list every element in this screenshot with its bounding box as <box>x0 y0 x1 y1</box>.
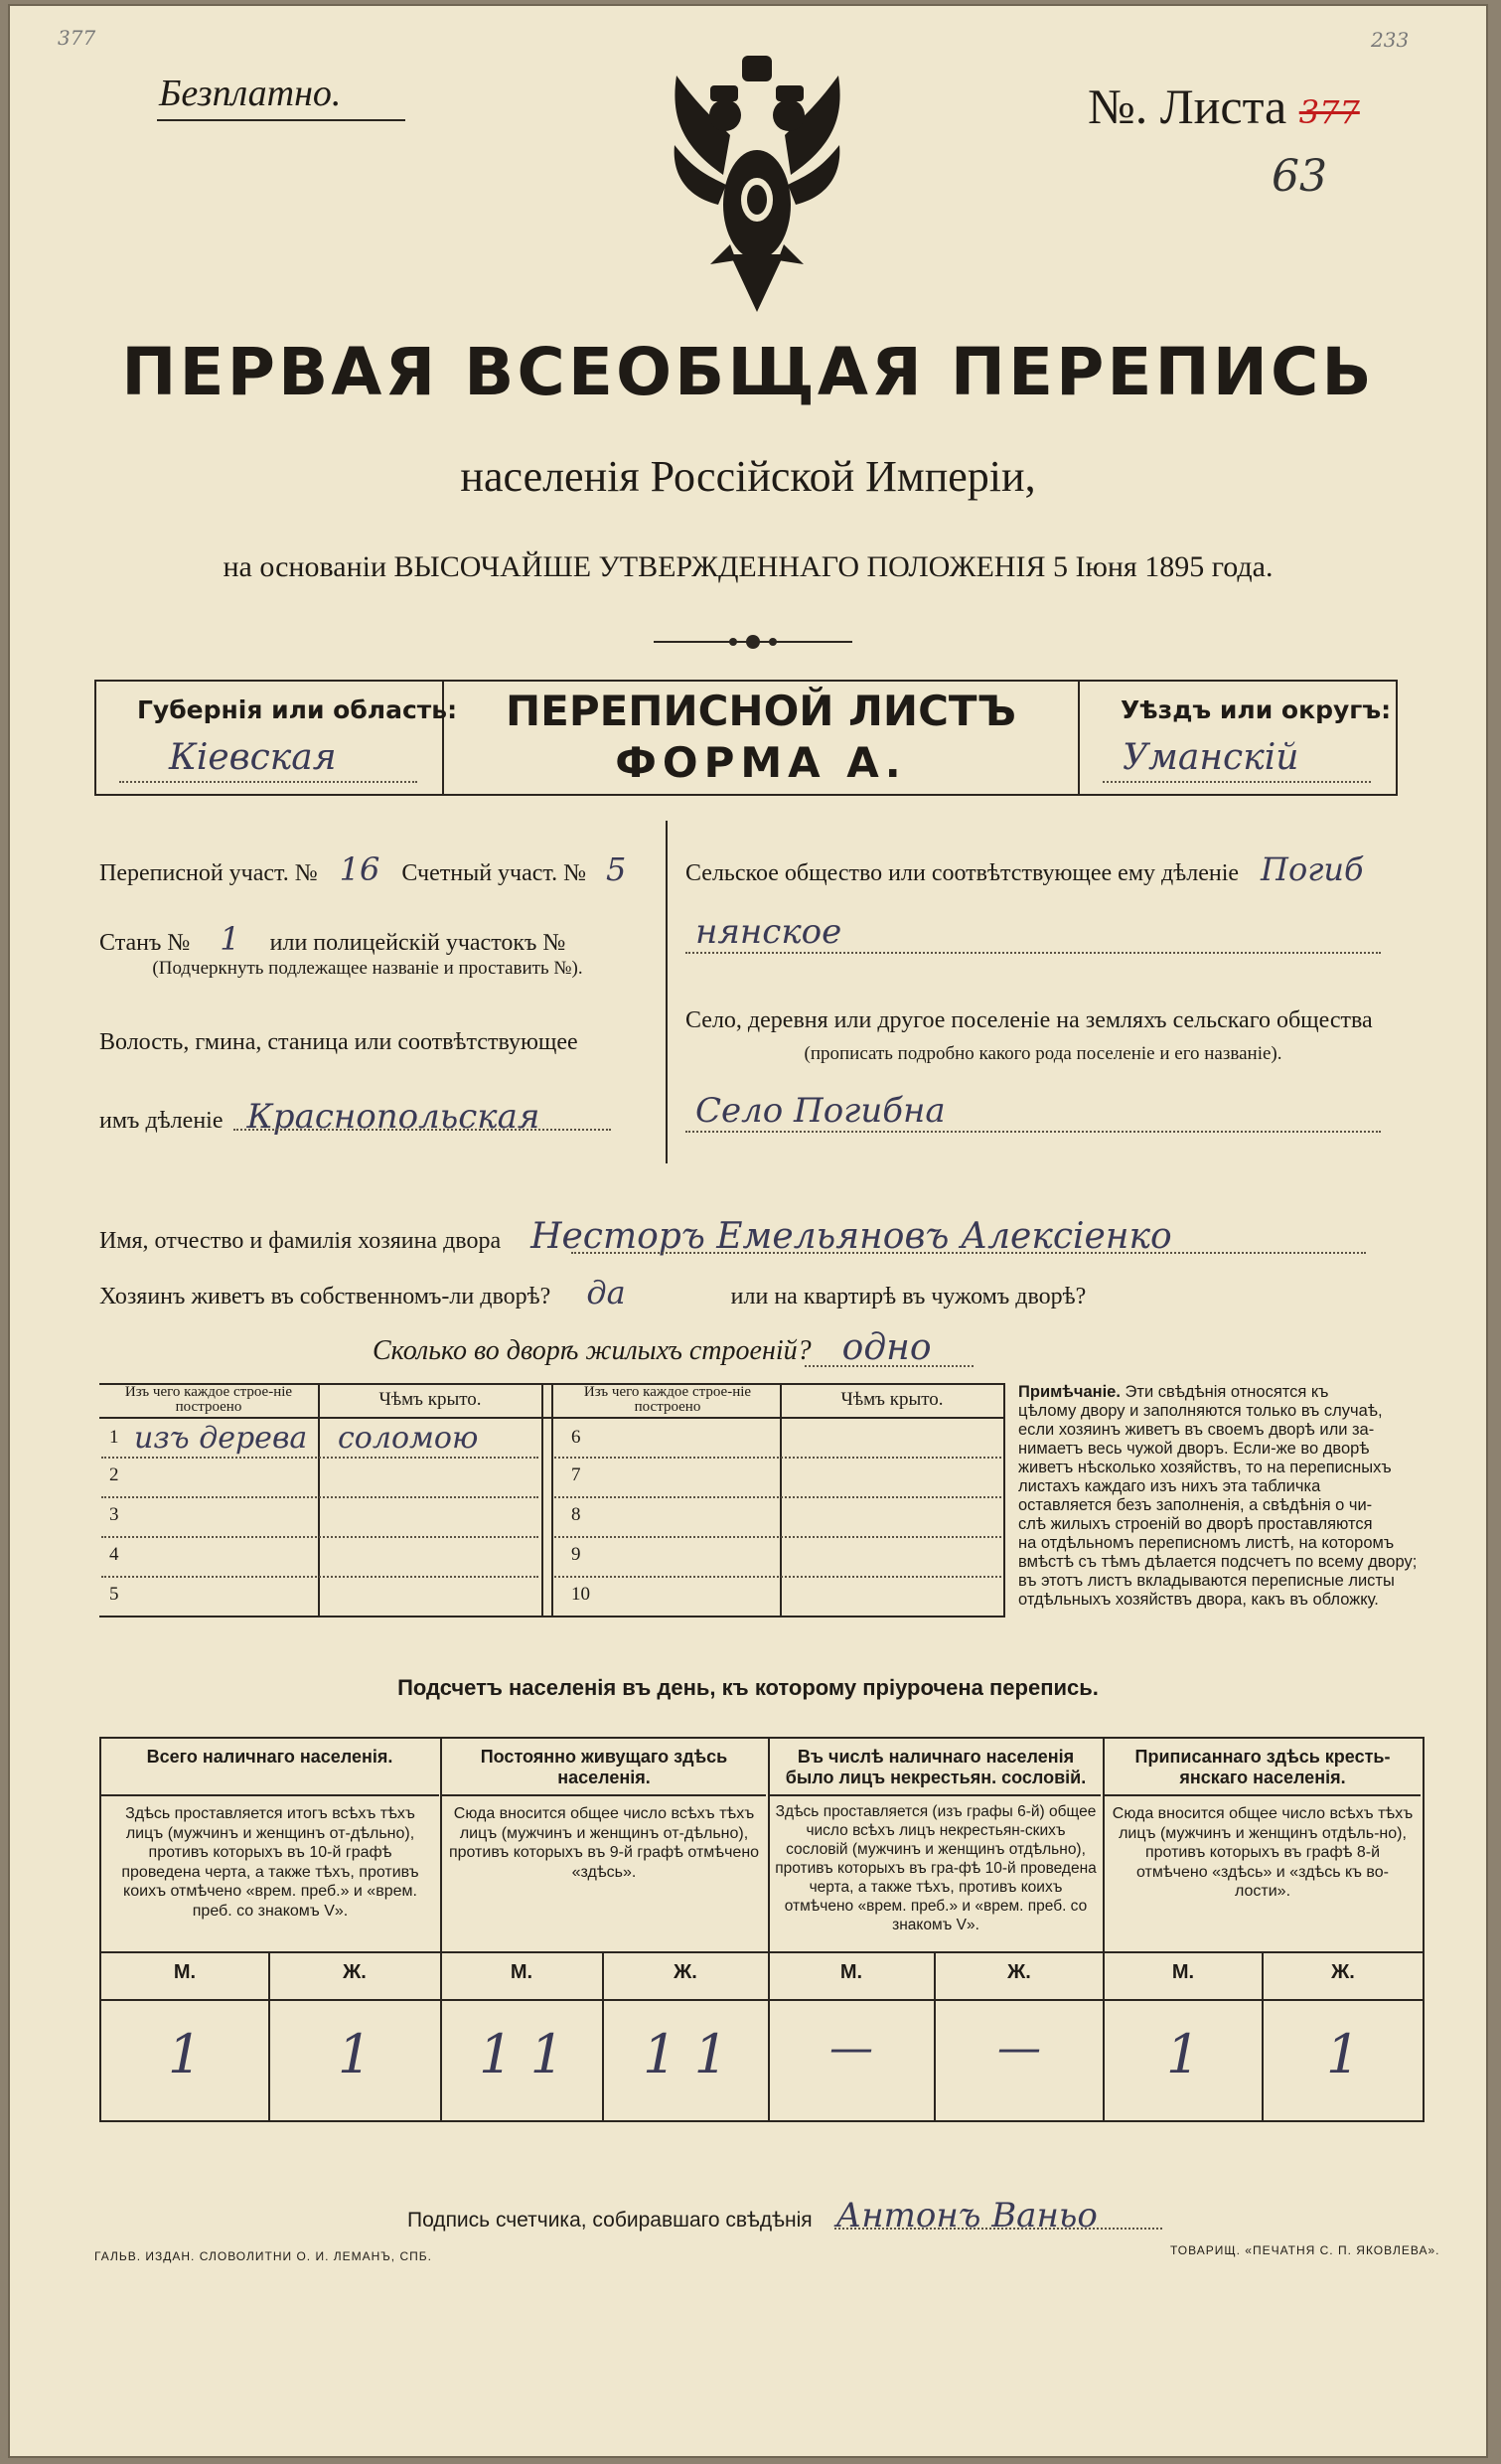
census-area-value: 16 <box>339 850 380 888</box>
sheet-number-label: №. Листа <box>1088 78 1287 134</box>
village-note <box>685 1043 1401 1065</box>
form-title-line2: ФОРМА А. <box>615 738 907 787</box>
basis-line <box>10 550 1486 584</box>
census-area <box>99 850 626 888</box>
main-title-text: ПЕРВАЯ ВСЕОБЩАЯ ПЕРЕПИСЬ <box>121 334 1375 410</box>
table-row <box>571 1504 581 1526</box>
table-row <box>109 1504 119 1526</box>
row-number: 10 <box>571 1584 590 1605</box>
district-label-text: Уѣздъ или округъ: <box>1121 695 1392 724</box>
owner-lives-field <box>99 1274 1086 1311</box>
printer-left-text: ГАЛЬВ. ИЗДАН. СЛОВОЛИТНИ О. И. ЛЕМАНЪ, СПБ. <box>94 2249 432 2263</box>
zh-label <box>604 1961 767 1984</box>
pop-col-desc <box>107 1804 433 1921</box>
zh-label-text: Ж. <box>674 1961 697 1983</box>
signature-field <box>407 2196 1098 2235</box>
m-label <box>442 1961 601 1984</box>
pop-col-desc-text: Сюда вносится общее число всѣхъ тѣхъ лицъ (мужчинъ и женщинъ от-дѣльно), противъ которыхъ въ 9-й графѣ отмѣчено «здѣсь». <box>448 1805 760 1881</box>
free-label-text: Безплатно. <box>159 73 342 114</box>
row-number: 1 <box>109 1427 119 1448</box>
col-roof-header-left <box>320 1389 540 1411</box>
owner-lives-label: Хозяинъ живетъ въ собственномъ-ли дворѣ? <box>99 1284 551 1309</box>
form-title <box>444 686 1078 789</box>
pop-col-title <box>445 1747 763 1788</box>
division-value: Краснопольская <box>246 1097 540 1137</box>
corner-left-note-text: 377 <box>58 26 96 50</box>
corner-right-note <box>1371 28 1409 52</box>
note-line: Эти свѣдѣнія относятся къ <box>1125 1383 1329 1401</box>
free-label <box>159 72 341 115</box>
table-row <box>109 1464 119 1486</box>
sheet-number-value <box>1272 151 1327 202</box>
pop-col-title <box>1108 1747 1418 1788</box>
buildings-count-label: Сколько во дворѣ жилыхъ строеній? <box>373 1335 812 1366</box>
pop-col-desc <box>775 1802 1097 1934</box>
police-label: или полицейскій участокъ № <box>269 930 566 956</box>
census-sheet <box>10 6 1486 2456</box>
society-value-2-text: нянское <box>695 912 842 952</box>
volost-label-text: Волость, гмина, станица или соотвѣтствующее <box>99 1029 578 1055</box>
pop-value <box>770 2023 933 2074</box>
owner-lives-or-label: или на квартирѣ въ чужомъ дворѣ? <box>730 1284 1087 1309</box>
col-roof-header-right-text: Чѣмъ крыто. <box>840 1389 944 1410</box>
pop-value-text: 1 <box>1325 2023 1361 2085</box>
pop-value-text: — <box>829 2023 873 2074</box>
village-value-text: Село Погибна <box>695 1091 946 1131</box>
buildings-count-value: одно <box>841 1327 932 1368</box>
col-material-header-right <box>558 1385 777 1415</box>
row-number: 6 <box>571 1427 581 1448</box>
printer-right <box>1170 2243 1440 2257</box>
row-number: 8 <box>571 1504 581 1525</box>
signature-label: Подпись счетчика, собиравшаго свѣдѣнія <box>407 2209 813 2232</box>
division-field <box>99 1097 539 1137</box>
subtitle <box>10 451 1486 502</box>
district-label <box>1121 695 1391 724</box>
note-line: въ этотъ листъ вкладываются переписные листы <box>1018 1572 1395 1590</box>
form-title-line1: ПЕРЕПИСНОЙ ЛИСТЪ <box>505 687 1017 735</box>
note-line: слѣ жилыхъ строеній во дворѣ проставляются <box>1018 1515 1373 1533</box>
subtitle-text: населенія Россійской Имперіи, <box>460 452 1036 501</box>
census-area-label: Переписной участ. № <box>99 860 318 886</box>
corner-right-note-text: 233 <box>1371 28 1410 52</box>
province-value-text: Кіевская <box>169 737 337 778</box>
col-roof-header-left-text: Чѣмъ крыто. <box>378 1389 482 1410</box>
pop-col-title-text: Въ числѣ наличнаго населенія было лицъ некрестьян. сословій. <box>785 1747 1087 1787</box>
sheet-number-value-text: 63 <box>1272 151 1327 202</box>
village-value <box>695 1091 946 1131</box>
count-area-label: Счетный участ. № <box>401 860 587 886</box>
zh-label <box>1264 1961 1423 1984</box>
police-note <box>89 958 646 980</box>
zh-label-text: Ж. <box>1331 1961 1355 1983</box>
zh-label <box>936 1961 1103 1984</box>
stan-label: Станъ № <box>99 930 191 956</box>
note-line: оставляется безъ заполненія, а свѣдѣнія о чи- <box>1018 1496 1373 1514</box>
owner-name-field <box>99 1216 1172 1257</box>
table-row <box>571 1544 581 1566</box>
row-number: 4 <box>109 1544 119 1565</box>
m-label <box>101 1961 268 1984</box>
village-label-text: Село, деревня или другое поселеніе на земляхъ сельскаго общества <box>685 1007 1373 1033</box>
pop-col-desc-text: Здѣсь проставляется (изъ графы 6-й) общее число всѣхъ лицъ некрестьян-скихъ сословій (мужчинъ и женщинъ отдѣльно), противъ которыхъ въ гра-фѣ 10-й проведена черта, а также тѣхъ, противъ коихъ отмѣчено «врем. преб.» и «врем. преб. со знакомъ V». <box>775 1803 1097 1933</box>
row-number: 5 <box>109 1584 119 1605</box>
pop-value <box>1264 2023 1423 2085</box>
pop-value <box>101 2023 268 2085</box>
main-title <box>10 334 1486 410</box>
col-material-header-right-text: Изъ чего каждое строе-ніе построено <box>583 1384 752 1415</box>
m-label-text: М. <box>1171 1961 1195 1983</box>
printer-right-text: ТОВАРИЩ. «ПЕЧАТНЯ С. П. ЯКОВЛЕВА». <box>1170 2243 1440 2257</box>
table-row <box>109 1584 119 1606</box>
ornament-divider-icon <box>654 630 852 654</box>
note-line: нимаетъ весь чужой дворъ. Если-же во дворѣ <box>1018 1440 1370 1458</box>
col-roof-header-right <box>782 1389 1002 1411</box>
row-number: 9 <box>571 1544 581 1565</box>
pop-value-text: 1 <box>1165 2023 1201 2085</box>
district-value <box>1123 737 1298 778</box>
pop-col-title <box>104 1747 435 1768</box>
double-eagle-emblem-icon <box>671 56 844 314</box>
pop-col-desc-text: Здѣсь проставляется итогъ всѣхъ тѣхъ лицъ (мужчинъ и женщинъ от-дѣльно), противъ которыхъ въ 10-й графѣ проведена черта, а также тѣхъ, противъ коихъ отмѣчено «врем. преб.» и «врем. преб. со знакомъ V». <box>121 1805 419 1920</box>
pop-col-title <box>773 1747 1099 1788</box>
m-label <box>1105 1961 1262 1984</box>
pop-col-title-text: Постоянно живущаго здѣсь населенія. <box>480 1747 728 1787</box>
pop-value <box>936 2023 1103 2074</box>
pop-value <box>1105 2023 1262 2085</box>
pop-value <box>604 2023 767 2085</box>
sheet-number <box>1088 77 1360 135</box>
note-heading: Примѣчаніе. <box>1018 1383 1121 1401</box>
population-heading <box>10 1675 1486 1701</box>
m-label-text: М. <box>510 1961 533 1983</box>
pop-col-desc <box>1111 1804 1415 1902</box>
pop-value-text: 1 1 <box>479 2023 564 2085</box>
division-label: имъ дѣленіе <box>99 1108 224 1134</box>
pop-col-desc <box>447 1804 761 1882</box>
zh-label-text: Ж. <box>343 1961 367 1983</box>
pop-col-title-text: Всего наличнаго населенія. <box>146 1747 393 1767</box>
pop-col-desc-text: Сюда вносится общее число всѣхъ тѣхъ лицъ (мужчинъ и женщинъ отдѣль-но), противъ которыхъ въ графѣ 8-й отмѣчено «здѣсь» и «здѣсь къ во-лости». <box>1112 1805 1414 1900</box>
m-label-text: М. <box>839 1961 863 1983</box>
province-label-text: Губернія или область: <box>137 695 458 724</box>
note-line: вмѣстѣ съ тѣмъ дѣлается подсчетъ по всему двору; <box>1018 1553 1418 1571</box>
col-material-header-left <box>109 1385 308 1415</box>
row-number: 7 <box>571 1464 581 1485</box>
pop-value <box>442 2023 601 2085</box>
stan-field <box>99 920 565 958</box>
corner-left-note <box>58 26 95 50</box>
buildings-count-field <box>373 1327 932 1368</box>
province-label <box>137 695 457 724</box>
pop-value-text: 1 1 <box>643 2023 728 2085</box>
row-material <box>134 1421 307 1456</box>
society-value-2 <box>695 912 841 952</box>
note-line: листахъ каждаго изъ нихъ эта табличка <box>1018 1477 1321 1495</box>
society-value-1: Погиб <box>1261 850 1364 888</box>
table-row <box>571 1584 590 1606</box>
table-row <box>109 1427 119 1449</box>
basis-text: на основаніи ВЫСОЧАЙШЕ УТВЕРЖДЕННАГО ПОЛОЖЕНІЯ 5 Іюня 1895 года. <box>223 550 1274 583</box>
zh-label <box>270 1961 439 1984</box>
note-line: живетъ нѣсколько хозяйствъ, то на переписныхъ <box>1018 1459 1392 1476</box>
sheet-number-struck: 377 <box>1298 93 1360 131</box>
society-field <box>685 850 1364 888</box>
table-row <box>571 1464 581 1486</box>
volost-label <box>99 1029 578 1056</box>
m-label <box>770 1961 933 1984</box>
stan-value: 1 <box>220 920 240 958</box>
pop-col-title-text: Приписаннаго здѣсь кресть-янскаго населенія. <box>1134 1747 1391 1787</box>
table-row <box>109 1544 119 1566</box>
village-label <box>685 1007 1373 1034</box>
col-material-header-left-text: Изъ чего каждое строе-ніе построено <box>124 1384 293 1415</box>
note-line: цѣлому двору и заполняются только въ случаѣ, <box>1018 1402 1383 1420</box>
row-roof-text: соломою <box>338 1421 479 1456</box>
note-line: если хозяинъ живетъ въ своемъ дворѣ или за- <box>1018 1421 1375 1439</box>
m-label-text: М. <box>173 1961 197 1983</box>
owner-name-label: Имя, отчество и фамилія хозяина двора <box>99 1228 502 1254</box>
row-number: 2 <box>109 1464 119 1485</box>
population-heading-text: Подсчетъ населенія въ день, къ которому пріурочена перепись. <box>397 1675 1099 1700</box>
pop-value <box>270 2023 439 2085</box>
signature-value: Антонъ Ваньо <box>835 2196 1098 2235</box>
police-note-text: (Подчеркнуть подлежащее названіе и проставить №). <box>152 958 583 979</box>
note-block <box>1018 1383 1455 1610</box>
note-line: отдѣльныхъ хозяйствъ двора, какъ въ обложку. <box>1018 1591 1379 1609</box>
table-row <box>571 1427 581 1449</box>
count-area-value: 5 <box>606 850 627 888</box>
row-material-text: изъ дерева <box>134 1421 308 1456</box>
society-label: Сельское общество или соотвѣтствующее ему дѣленіе <box>685 860 1240 886</box>
row-roof <box>338 1421 478 1456</box>
province-value <box>169 737 337 778</box>
village-note-text: (прописать подробно какого рода поселеніе и его названіе). <box>804 1043 1282 1064</box>
pop-value-text: 1 <box>167 2023 203 2085</box>
district-value-text: Уманскій <box>1123 737 1299 778</box>
printer-left <box>94 2249 432 2263</box>
pop-value-text: — <box>997 2023 1041 2074</box>
pop-value-text: 1 <box>337 2023 373 2085</box>
note-line: на отдѣльномъ переписномъ листѣ, на которомъ <box>1018 1534 1395 1552</box>
row-number: 3 <box>109 1504 119 1525</box>
owner-name-value: Несторъ Емельяновъ Алексіенко <box>530 1216 1172 1257</box>
owner-lives-value: да <box>586 1274 626 1311</box>
zh-label-text: Ж. <box>1007 1961 1031 1983</box>
